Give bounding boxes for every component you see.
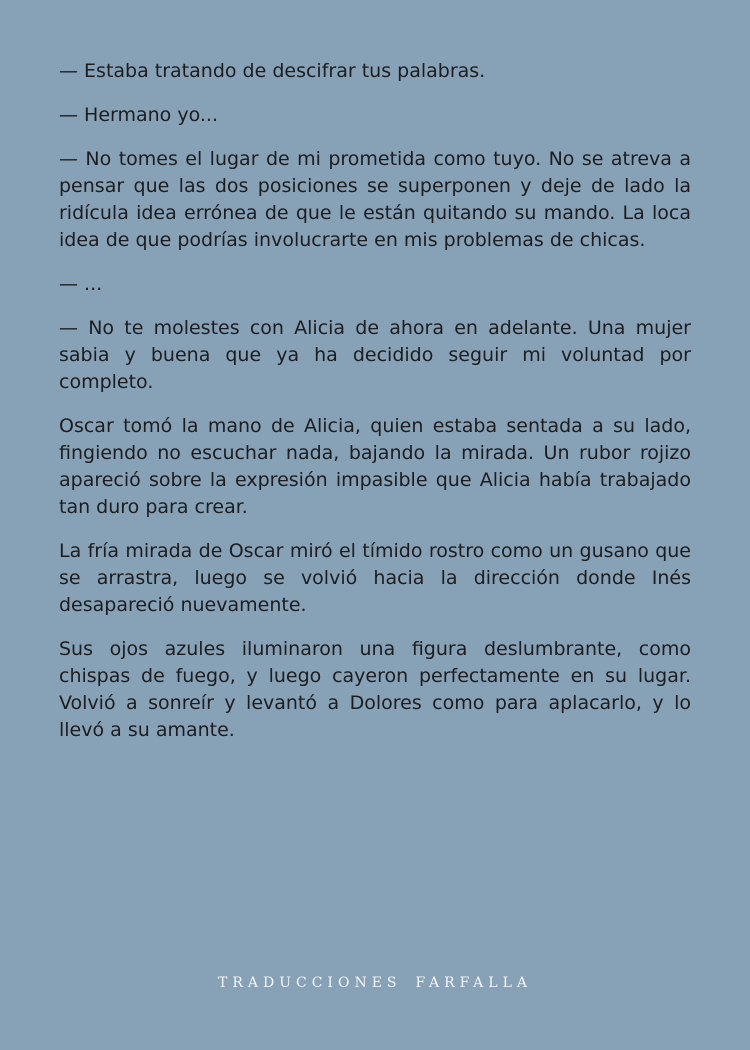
paragraph-5: — No te molestes con Alicia de ahora en adelante. Una mujer sabia y buena que ya ha decidido seguir mi voluntad por completo. (59, 317, 691, 393)
paragraph-8: Sus ojos azules iluminaron una figura deslumbrante, como chispas de fuego, y luego cayeron perfectamente en su lugar. Volvió a sonreír y levantó a Dolores como para aplacarlo, y lo llevó a su amante. (59, 638, 691, 741)
paragraph-7: La fría mirada de Oscar miró el tímido rostro como un gusano que se arrastra, luego se volvió hacia la dirección donde Inés desapareció nuevamente. (59, 540, 691, 616)
paragraph-1: — Estaba tratando de descifrar tus palabras. (59, 60, 486, 82)
publisher-footer (0, 975, 750, 991)
paragraph-6: Oscar tomó la mano de Alicia, quien estaba sentada a su lado, fingiendo no escuchar nada, bajando la mirada. Un rubor rojizo apareció sobre la expresión impasible que Alicia había trabajado tan duro para crear. (59, 415, 691, 518)
paragraph-2: — Hermano yo... (59, 104, 219, 126)
story-text (59, 58, 691, 761)
paragraph-3: — No tomes el lugar de mi prometida como tuyo. No se atreva a pensar que las dos posiciones se superponen y deje de lado la ridícula idea errónea de que le están quitando su mando. La loca idea de que podrías involucrarte en mis problemas de chicas. (59, 148, 691, 251)
footer-word-traducciones: TRADUCCIONES (218, 975, 402, 991)
footer-word-farfalla: FARFALLA (415, 975, 532, 991)
paragraph-4: — ... (59, 273, 103, 295)
